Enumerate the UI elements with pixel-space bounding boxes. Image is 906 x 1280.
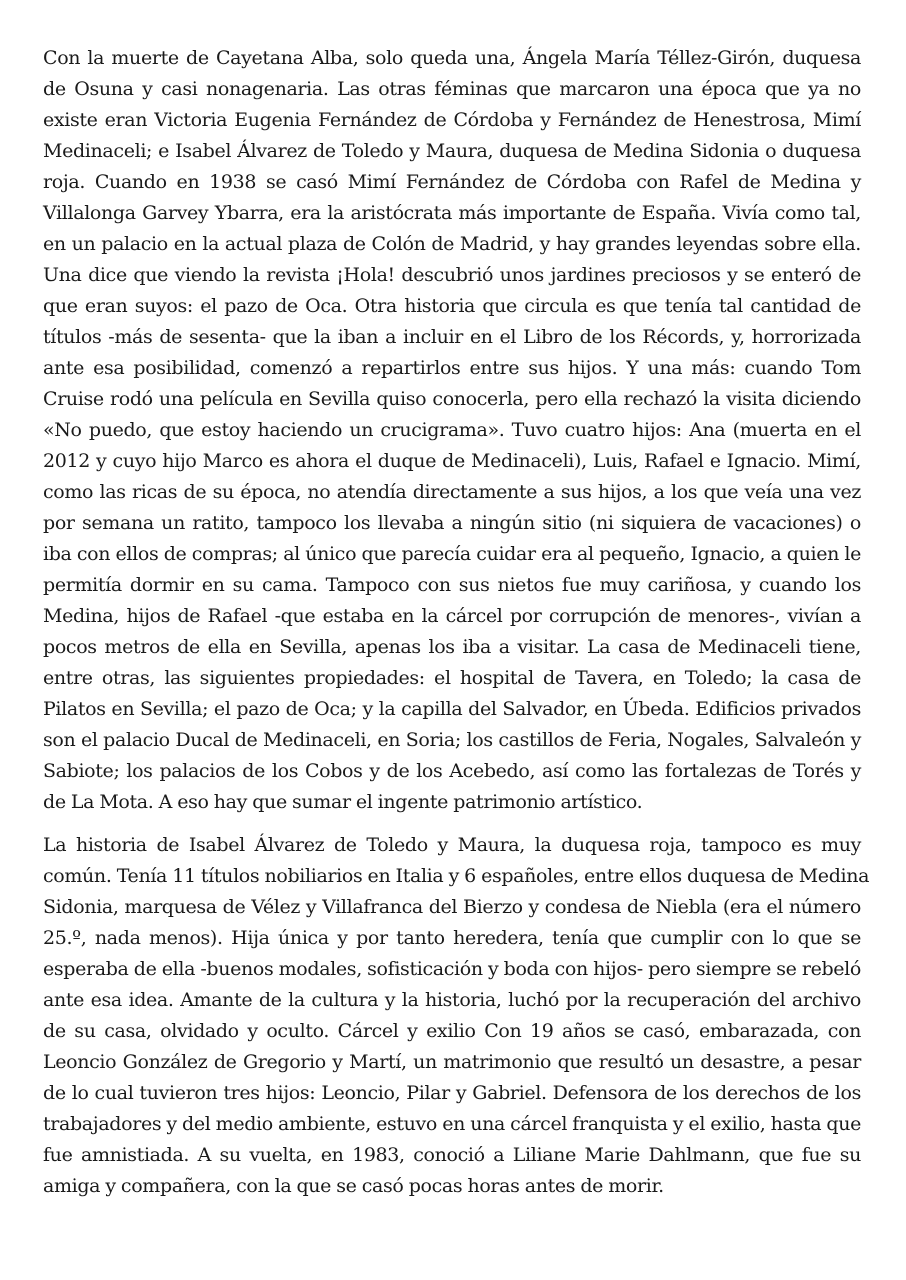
text-line: roja. Cuando en 1938 se casó Mimí Fernández de Córdoba con Rafel de Medina y <box>43 171 861 193</box>
text-line: permitía dormir en su cama. Tampoco con sus nietos fue muy cariñosa, y cuando los <box>43 574 861 596</box>
text-line: iba con ellos de compras; al único que parecía cuidar era al pequeño, Ignacio, a quien le <box>43 543 861 565</box>
text-line: de lo cual tuvieron tres hijos: Leoncio, Pilar y Gabriel. Defensora de los derechos de los <box>43 1082 861 1104</box>
text-line: por semana un ratito, tampoco los llevaba a ningún sitio (ni siquiera de vacaciones) o <box>43 512 861 534</box>
text-line: Sidonia, marquesa de Vélez y Villafranca del Bierzo y condesa de Niebla (era el número <box>43 896 861 918</box>
text-line: pocos metros de ella en Sevilla, apenas los iba a visitar. La casa de Medinaceli tiene, <box>43 636 861 658</box>
text-line: trabajadores y del medio ambiente, estuvo en una cárcel franquista y el exilio, hasta que <box>43 1113 861 1135</box>
text-line: existe eran Victoria Eugenia Fernández de Córdoba y Fernández de Henestrosa, Mimí <box>43 109 861 131</box>
text-line: 25.º, nada menos). Hija única y por tanto heredera, tenía que cumplir con lo que se <box>43 927 861 949</box>
text-line: Pilatos en Sevilla; el pazo de Oca; y la capilla del Salvador, en Úbeda. Edificios privados <box>43 698 861 720</box>
text-line: de su casa, olvidado y oculto. Cárcel y exilio Con 19 años se casó, embarazada, con <box>43 1020 861 1042</box>
text-line: en un palacio en la actual plaza de Colón de Madrid, y hay grandes leyendas sobre ella. <box>43 233 861 255</box>
text-line: títulos -más de sesenta- que la iban a incluir en el Libro de los Récords, y, horrorizada <box>43 326 861 348</box>
text-line: Medina, hijos de Rafael -que estaba en la cárcel por corrupción de menores-, vivían a <box>43 605 861 627</box>
text-line: común. Tenía 11 títulos nobiliarios en Italia y 6 españoles, entre ellos duquesa de Medina <box>43 865 870 887</box>
document-page <box>43 43 870 1202</box>
text-line: son el palacio Ducal de Medinaceli, en Soria; los castillos de Feria, Nogales, Salvaleón y <box>43 729 861 751</box>
text-line: La historia de Isabel Álvarez de Toledo y Maura, la duquesa roja, tampoco es muy <box>43 834 861 856</box>
text-line: Con la muerte de Cayetana Alba, solo queda una, Ángela María Téllez-Girón, duquesa <box>43 47 861 69</box>
text-line: 2012 y cuyo hijo Marco es ahora el duque de Medinaceli), Luis, Rafael e Ignacio. Mimí, <box>43 450 861 472</box>
text-line: fue amnistiada. A su vuelta, en 1983, conoció a Liliane Marie Dahlmann, que fue su <box>43 1144 861 1166</box>
text-line: Medinaceli; e Isabel Álvarez de Toledo y Maura, duquesa de Medina Sidonia o duquesa <box>43 140 861 162</box>
paragraph-medinaceli <box>43 43 861 818</box>
text-line: Sabiote; los palacios de los Cobos y de los Acebedo, así como las fortalezas de Torés y <box>43 760 861 782</box>
text-line: de La Mota. A eso hay que sumar el ingente patrimonio artístico. <box>43 791 643 813</box>
text-line: amiga y compañera, con la que se casó pocas horas antes de morir. <box>43 1175 664 1197</box>
text-line: Cruise rodó una película en Sevilla quiso conocerla, pero ella rechazó la visita diciendo <box>43 388 861 410</box>
text-line: como las ricas de su época, no atendía directamente a sus hijos, a los que veía una vez <box>43 481 861 503</box>
text-line: Leoncio González de Gregorio y Martí, un matrimonio que resultó un desastre, a pesar <box>43 1051 861 1073</box>
text-line: entre otras, las siguientes propiedades: el hospital de Tavera, en Toledo; la casa de <box>43 667 861 689</box>
text-line: Una dice que viendo la revista ¡Hola! descubrió unos jardines preciosos y se enteró de <box>43 264 861 286</box>
text-line: «No puedo, que estoy haciendo un crucigrama». Tuvo cuatro hijos: Ana (muerta en el <box>43 419 861 441</box>
text-line: Villalonga Garvey Ybarra, era la aristócrata más importante de España. Vivía como tal, <box>43 202 861 224</box>
paragraph-duquesa-roja <box>43 830 870 1202</box>
text-line: que eran suyos: el pazo de Oca. Otra historia que circula es que tenía tal cantidad de <box>43 295 861 317</box>
text-line: esperaba de ella -buenos modales, sofisticación y boda con hijos- pero siempre se rebeló <box>43 958 861 980</box>
text-line: ante esa idea. Amante de la cultura y la historia, luchó por la recuperación del archivo <box>43 989 861 1011</box>
text-line: de Osuna y casi nonagenaria. Las otras féminas que marcaron una época que ya no <box>43 78 861 100</box>
text-line: ante esa posibilidad, comenzó a repartirlos entre sus hijos. Y una más: cuando Tom <box>43 357 861 379</box>
